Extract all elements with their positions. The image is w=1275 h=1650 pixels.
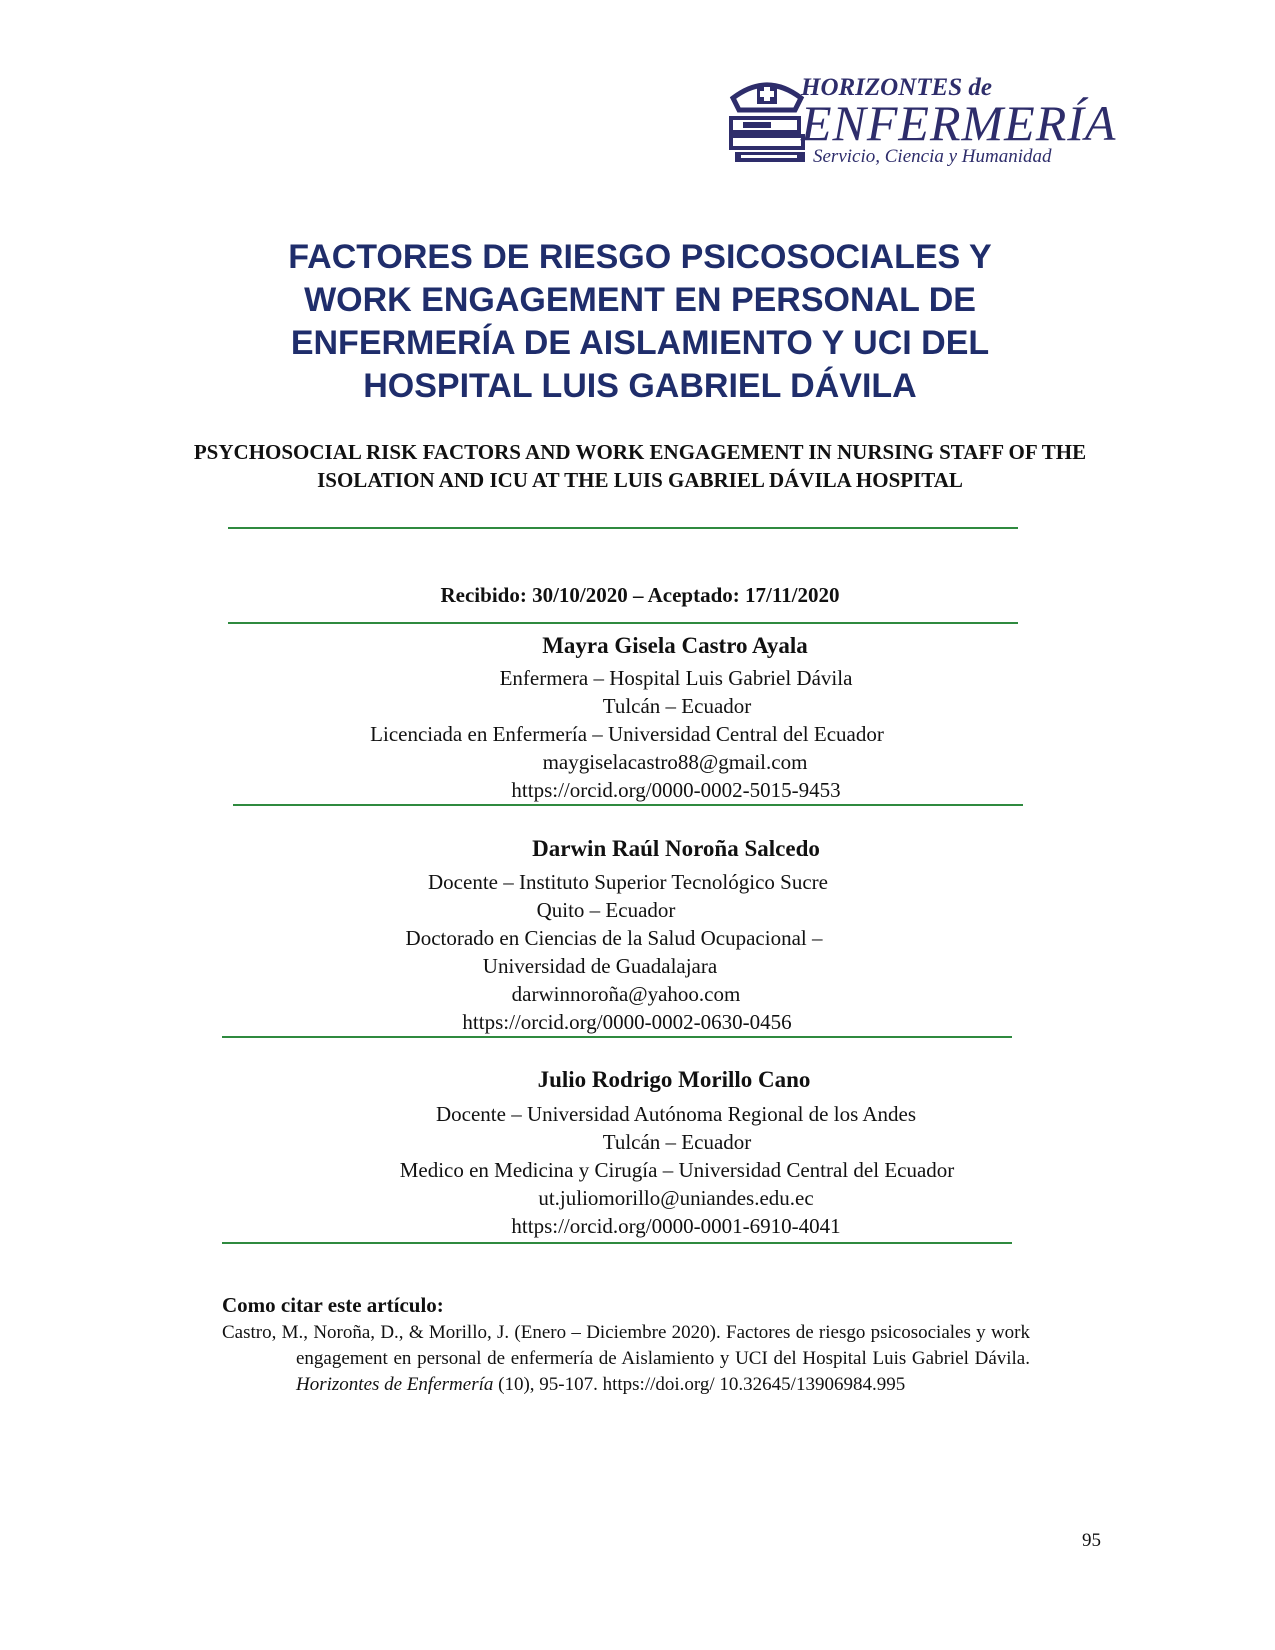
title-english-line: ISOLATION AND ICU AT THE LUIS GABRIEL DÁVILA HOSPITAL: [317, 468, 963, 492]
journal-logo: [727, 70, 1127, 170]
title-english-line: PSYCHOSOCIAL RISK FACTORS AND WORK ENGAGEMENT IN NURSING STAFF OF THE: [193, 440, 1087, 464]
author-email: darwinnoroña@yahoo.com: [511, 982, 741, 1006]
title-spanish: [180, 236, 1100, 408]
citation-journal: Horizontes de Enfermería: [296, 1374, 494, 1395]
author-affiliation: Docente – Universidad Autónoma Regional de los Andes: [436, 1102, 916, 1126]
author-location: Tulcán – Ecuador: [602, 1130, 752, 1154]
citation-heading: Como citar este artículo:: [222, 1293, 444, 1317]
author-orcid: https://orcid.org/0000-0002-0630-0456: [462, 1010, 792, 1034]
divider: [222, 1242, 1012, 1244]
author-orcid: https://orcid.org/0000-0001-6910-4041: [511, 1214, 841, 1238]
author-email: ut.juliomorillo@uniandes.edu.ec: [538, 1186, 814, 1210]
author-affiliation: Enfermera – Hospital Luis Gabriel Dávila: [499, 666, 853, 690]
divider: [233, 804, 1023, 806]
citation-text-after: (10), 95-107. https://doi.org/ 10.32645/13906984.995: [493, 1374, 906, 1395]
author-name: Darwin Raúl Noroña Salcedo: [532, 836, 820, 861]
title-spanish-line: ENFERMERÍA DE AISLAMIENTO Y UCI DEL: [290, 324, 990, 362]
citation-text-before: Castro, M., Noroña, D., & Morillo, J. (Enero – Diciembre 2020). Factores de riesgo psicosociales y work engagement en personal de enfermería de Aislamiento y UCI del Hospital Luis Gabriel Dávila.: [222, 1322, 1030, 1369]
divider: [222, 1036, 1012, 1038]
nurse-cap-book-icon: [727, 70, 807, 166]
logo-subtitle: Servicio, Ciencia y Humanidad: [813, 146, 1052, 167]
author-degree: Licenciada en Enfermería – Universidad Central del Ecuador: [370, 722, 884, 746]
citation-text: [222, 1320, 1030, 1398]
author-degree-cont: Universidad de Guadalajara: [482, 954, 718, 978]
author-name: Mayra Gisela Castro Ayala: [542, 633, 808, 658]
divider: [228, 622, 1018, 624]
author-name: Julio Rodrigo Morillo Cano: [537, 1067, 811, 1092]
logo-top-text: HORIZONTES de: [801, 74, 992, 101]
author-affiliation: Docente – Instituto Superior Tecnológico Sucre: [428, 870, 828, 894]
title-spanish-line: FACTORES DE RIESGO PSICOSOCIALES Y: [288, 238, 992, 276]
author-location: Tulcán – Ecuador: [602, 694, 752, 718]
divider: [228, 527, 1018, 529]
author-location: Quito – Ecuador: [536, 898, 676, 922]
logo-main-text: ENFERMERÍA: [801, 95, 1117, 151]
author-degree: Medico en Medicina y Cirugía – Universidad Central del Ecuador: [399, 1158, 955, 1182]
title-english: [130, 438, 1150, 494]
author-email: maygiselacastro88@gmail.com: [542, 750, 808, 774]
title-spanish-line: HOSPITAL LUIS GABRIEL DÁVILA: [363, 367, 917, 405]
page-number: 95: [1082, 1530, 1101, 1551]
author-degree: Doctorado en Ciencias de la Salud Ocupacional –: [405, 926, 823, 950]
received-accepted-dates: Recibido: 30/10/2020 – Aceptado: 17/11/2020: [440, 583, 840, 607]
title-spanish-line: WORK ENGAGEMENT EN PERSONAL DE: [304, 281, 976, 319]
author-orcid: https://orcid.org/0000-0002-5015-9453: [511, 778, 841, 802]
